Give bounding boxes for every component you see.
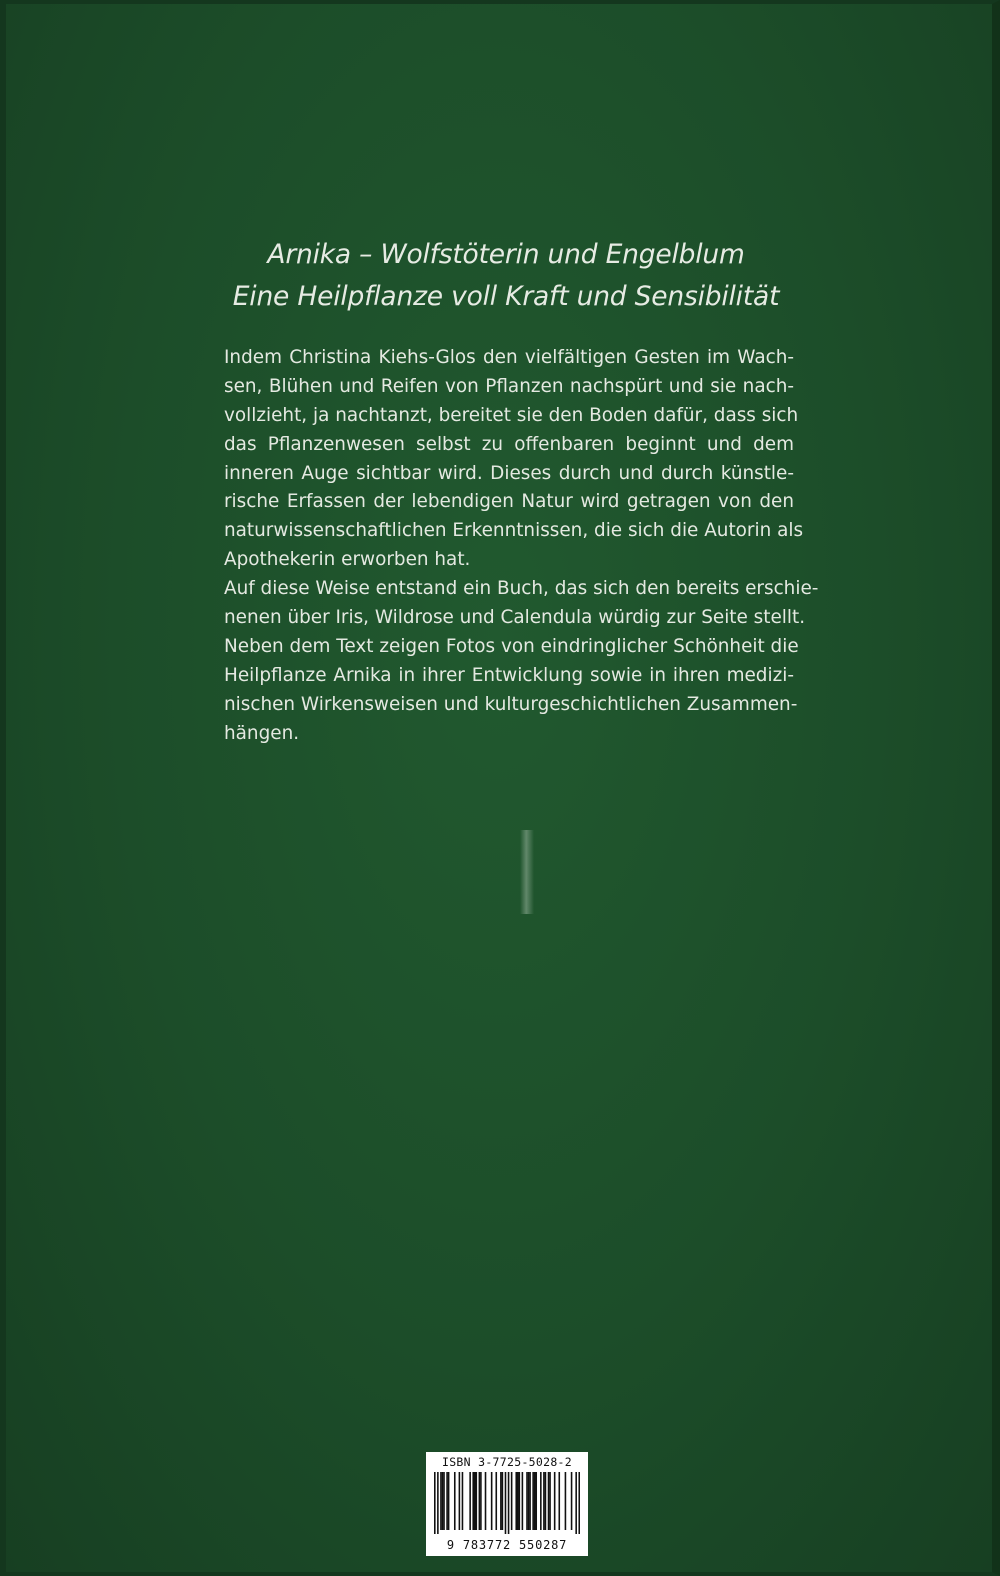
barcode-bar: [565, 1472, 567, 1530]
blurb-line: Auf diese Weise entstand ein Buch, das sich den bereits erschie-: [224, 578, 819, 600]
barcode-bar: [511, 1472, 513, 1530]
barcode-bar: [500, 1472, 502, 1530]
barcode-bar: [571, 1472, 573, 1530]
ean-number: 9 783772 550287: [446, 1538, 568, 1552]
barcode-bar: [491, 1472, 493, 1530]
barcode-bar: [448, 1472, 450, 1530]
blurb-text: [224, 344, 819, 748]
blurb-line: rische Erfassen der lebendigen Natur wird getragen von den: [224, 491, 794, 513]
barcode-bar: [535, 1472, 537, 1530]
headline-subtitle: Eine Heilpflanze voll Kraft und Sensibilität: [232, 281, 780, 312]
barcode-bar: [529, 1472, 531, 1530]
barcode-bar: [502, 1472, 504, 1530]
barcode-bar: [517, 1472, 519, 1530]
blurb-line: inneren Auge sichtbar wird. Dieses durch und durch künstle-: [224, 462, 794, 484]
barcode-bar: [554, 1472, 556, 1530]
barcode-bar: [522, 1472, 524, 1530]
barcode-bar: [454, 1472, 456, 1530]
barcode-bar: [545, 1472, 547, 1530]
barcode-bar: [437, 1472, 439, 1534]
blurb-line: sen, Blühen und Reifen von Pflanzen nachspürt und sie nach-: [224, 375, 794, 397]
blurb-line: naturwissenschaftlichen Erkenntnissen, die sich die Autorin als: [224, 520, 804, 542]
blurb-line: nenen über Iris, Wildrose und Calendula würdig zur Seite stellt.: [224, 607, 806, 629]
barcode-bar: [434, 1472, 436, 1534]
barcode-bar: [515, 1472, 517, 1530]
barcode-bar: [479, 1472, 481, 1530]
barcode-bar: [548, 1472, 550, 1530]
headline-title: Arnika – Wolfstöterin und Engelblum: [267, 239, 745, 270]
barcode-bar: [526, 1472, 528, 1530]
barcode-bar: [480, 1472, 482, 1530]
barcode-bar: [534, 1472, 536, 1530]
barcode-bar: [543, 1472, 545, 1530]
barcode-bar: [469, 1472, 471, 1530]
cover-headline: [6, 234, 1000, 318]
blurb-line: Neben dem Text zeigen Fotos von eindringlicher Schönheit die: [224, 635, 799, 657]
barcode-bar: [532, 1472, 534, 1530]
barcode-bar: [443, 1472, 445, 1530]
barcode-bar: [528, 1472, 530, 1530]
blurb-line: hängen.: [224, 722, 300, 744]
blurb-line: Heilpflanze Arnika in ihrer Entwicklung sowie in ihren medizi-: [224, 664, 794, 686]
barcode-bar: [485, 1472, 487, 1530]
blurb-line: das Pflanzenwesen selbst zu offenbaren beginnt und dem: [224, 433, 794, 455]
barcode-bar: [446, 1472, 448, 1530]
isbn-barcode-label: [426, 1452, 588, 1556]
barcode-bar: [495, 1472, 497, 1530]
blurb-line: vollzieht, ja nachtanzt, bereitet sie den Boden dafür, dass sich: [224, 404, 799, 426]
barcode-bar: [558, 1472, 560, 1530]
barcode-bar: [440, 1472, 442, 1530]
barcode-bar: [462, 1472, 464, 1530]
barcode-bar: [540, 1472, 542, 1530]
barcode-bar: [475, 1472, 477, 1530]
isbn-number: ISBN 3-7725-5028-2: [441, 1455, 573, 1469]
barcode-bar: [505, 1472, 507, 1534]
blurb-line: Indem Christina Kiehs-Glos den vielfältigen Gesten im Wach-: [224, 347, 794, 368]
barcode-bar: [578, 1472, 580, 1534]
barcode-bar: [474, 1472, 476, 1530]
barcode-bar: [442, 1472, 444, 1530]
barcode-bar: [549, 1472, 551, 1530]
blurb-line: Apothekerin erworben hat.: [224, 549, 471, 571]
barcode-bars: [434, 1472, 580, 1534]
blurb-line: nischen Wirkensweisen und kulturgeschichtlichen Zusammen-: [224, 693, 798, 715]
barcode-bar: [575, 1472, 577, 1534]
barcode-bar: [472, 1472, 474, 1530]
barcode-bar: [519, 1472, 521, 1530]
barcode-bar: [508, 1472, 510, 1534]
barcode-bar: [459, 1472, 461, 1530]
cover-scuff-mark: [520, 830, 534, 914]
